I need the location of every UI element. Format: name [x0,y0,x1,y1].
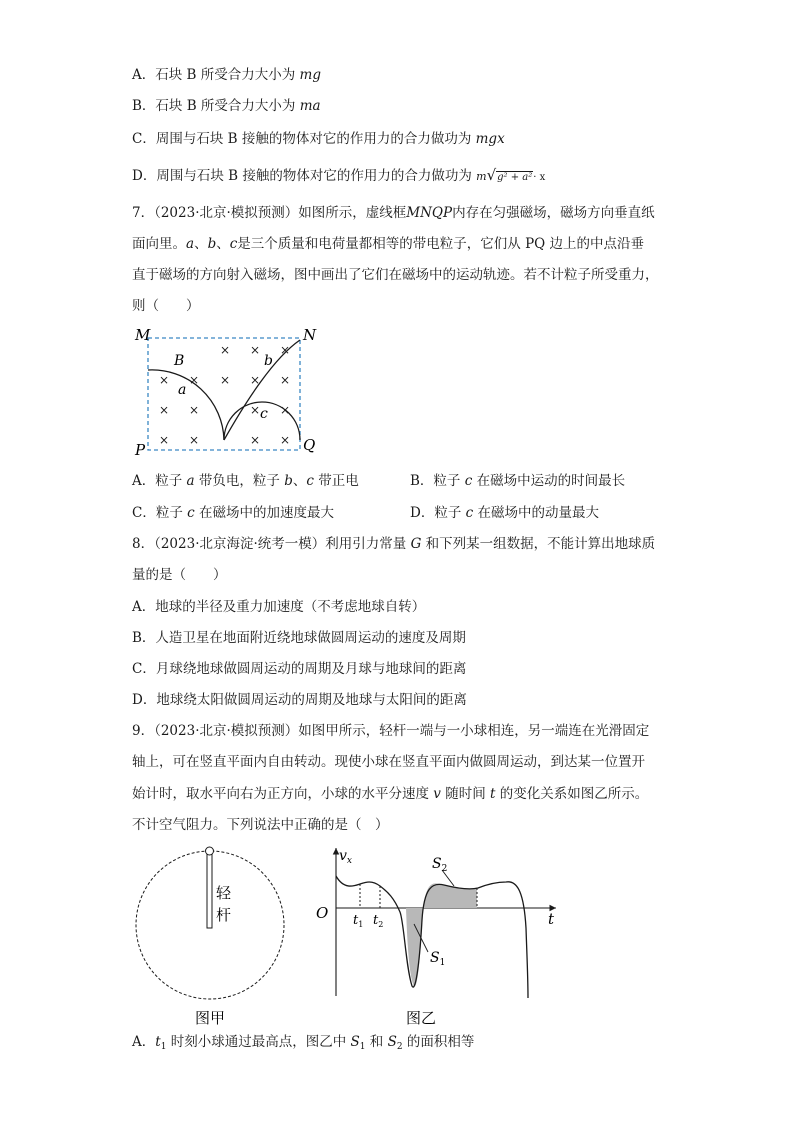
field-cross: × [279,373,291,387]
light-rod [207,854,212,928]
small-ball [206,847,214,855]
field-cross: × [158,403,170,417]
label-t1: $t_1$ [353,913,364,929]
field-cross: × [158,373,170,387]
q9-stem-line2: 轴上，可在竖直平面内自由转动。现使小球在竖直平面内做圆周运动，到达某一位置开 [132,754,645,770]
q9-figure-yi [310,838,575,1030]
field-cross: × [219,343,231,357]
field-cross: × [279,403,291,417]
q9-option-a: A．$t_1$ 时刻小球通过最高点，图乙中 $S_1$ 和 $S_2$ 的面积相等 [132,1034,475,1052]
q9-stem-line3: 始计时，取水平向右为正方向，小球的水平分速度 v 随时间 t 的变化关系如图乙所示。 [132,786,649,802]
q8-option-c: C．月球绕地球做圆周运动的周期及月球与地球间的距离 [132,661,467,677]
q7-option-c: C．粒子 c 在磁场中的加速度最大 [132,505,334,521]
q7-option-d: D．粒子 c 在磁场中的动量最大 [410,505,599,521]
q7-option-a: A．粒子 a 带负电，粒子 b、c 带正电 [132,473,359,489]
label-n: N [303,326,317,344]
q7-stem-line3: 直于磁场的方向射入磁场，图中画出了它们在磁场中的运动轨迹。若不计粒子所受重力， [132,267,659,283]
field-cross: × [188,373,200,387]
label-s1: $S_1$ [430,950,446,968]
label-a: a [178,382,187,398]
label-vx: $v_x$ [339,848,352,866]
q9-stem-line1: 9．（2023·北京·模拟预测）如图甲所示，轻杆一端与一小球相连，另一端连在光滑固定 [132,723,650,739]
q8-option-d: D．地球绕太阳做圆周运动的周期及地球与太阳间的距离 [132,692,467,708]
label-t-axis: t [548,910,555,928]
caption-jia: 图甲 [195,1009,226,1027]
field-cross: × [158,433,170,447]
q7-stem-line4: 则（ ） [132,298,200,314]
q6-option-d: D．周围与石块 B 接触的物体对它的作用力的合力做功为 m√g² + a²· x [132,166,546,184]
q6-option-c: C．周围与石块 B 接触的物体对它的作用力的合力做功为 mgx [132,131,505,147]
field-cross: × [188,433,200,447]
label-b: b [264,353,273,369]
field-cross: × [279,343,291,357]
sqrt-symbol: √ [486,166,497,184]
field-cross: × [279,433,291,447]
q9-stem-line4: 不计空气阻力。下列说法中正确的是（ ） [132,817,389,833]
q8-stem-line1: 8．（2023·北京海淀·统考一模）利用引力常量 G 和下列某一组数据，不能计算出地球质 [132,536,656,552]
q7-magnetic-field-figure [128,322,328,460]
q6-option-b: B．石块 B 所受合力大小为 ma [132,98,321,114]
caption-yi: 图乙 [406,1009,437,1027]
q7-stem-line1: 7．（2023·北京·模拟预测）如图所示，虚线框MNQP内存在匀强磁场，磁场方向垂直纸 [132,205,655,221]
field-cross: × [249,343,261,357]
label-m: M [135,326,151,344]
field-cross: × [249,373,261,387]
field-cross: × [249,403,261,417]
field-cross: × [249,433,261,447]
q7-option-b: B．粒子 c 在磁场中运动的时间最长 [410,473,626,489]
label-p: P [135,441,146,459]
q6-option-a: A．石块 B 所受合力大小为 mg [132,67,321,83]
label-origin: O [316,904,329,922]
q7-stem-line2: 面向里。a、b、c是三个质量和电荷量都相等的带电粒子，它们从 PQ 边上的中点沿垂 [132,236,645,252]
field-cross: × [188,403,200,417]
q8-option-b: B．人造卫星在地面附近绕地球做圆周运动的速度及周期 [132,630,466,646]
label-q: Q [303,436,316,454]
q8-option-a: A．地球的半径及重力加速度（不考虑地球自转） [132,599,426,615]
label-s2: $S_2$ [432,856,448,874]
q8-stem-line2: 量的是（ ） [132,567,227,583]
label-b-field: B [174,353,185,369]
rod-label-2: 杆 [216,906,232,924]
label-c: c [260,406,268,422]
rod-label-1: 轻 [216,884,232,902]
label-t2: $t_2$ [373,913,384,929]
field-cross: × [219,373,231,387]
q9-figure-jia [130,840,300,1030]
